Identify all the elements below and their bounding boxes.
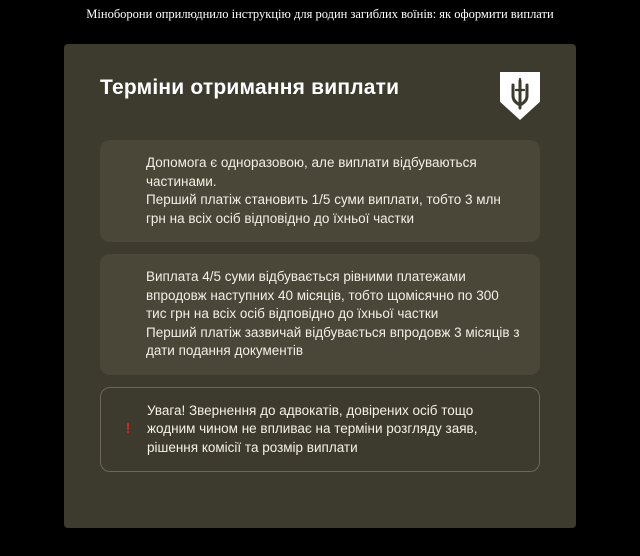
bullet-dot-icon bbox=[122, 309, 132, 319]
bullet-dot-icon bbox=[122, 186, 132, 196]
infographic-card bbox=[64, 44, 576, 528]
list-item bbox=[100, 140, 540, 242]
list-item-text: Допомога є одноразовою, але виплати відбуваються частинами. Перший платіж становить 1/5 суми виплати, тобто 3 млн грн на всіх осіб відповідно до їхньої частки bbox=[146, 155, 501, 226]
list-item-text: Виплата 4/5 суми відбувається рівними платежами впродовж наступних 40 місяців, тобто щомісячно по 300 тис грн на всіх осіб відповідно до їхньої частки Перший платіж зазвичай відбувається впродовж 3 місяців з дати подання документів bbox=[146, 269, 520, 358]
list-item bbox=[100, 254, 540, 375]
block-list bbox=[100, 140, 540, 484]
page-title: Терміни отримання виплати bbox=[100, 76, 400, 99]
page-headline: Міноборони оприлюднило інструкцію для родин загиблих воїнів: як оформити виплати bbox=[86, 7, 554, 21]
exclamation-icon bbox=[123, 420, 133, 438]
trident-icon bbox=[500, 72, 540, 120]
alert-item bbox=[100, 387, 540, 473]
alert-item-text: Увага! Звернення до адвокатів, довірених осіб тощо жодним чином не впливає на терміни розгляду заяв, рішення комісії та розмір виплати bbox=[147, 402, 478, 455]
exclamation-glyph: ! bbox=[125, 420, 131, 438]
card-header bbox=[64, 44, 576, 128]
ukraine-trident-shield-icon bbox=[500, 72, 540, 120]
